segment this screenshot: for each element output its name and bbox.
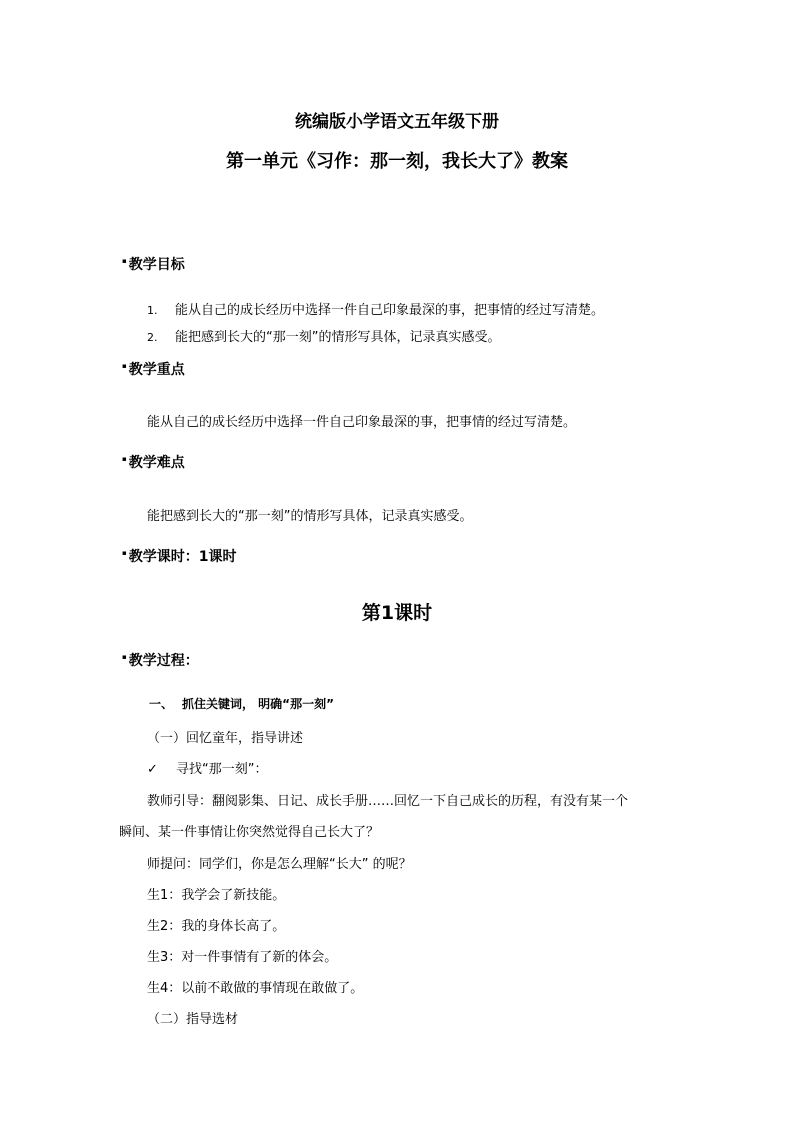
check-icon: ✓ — [147, 762, 158, 777]
bullet-icon: ▪ — [122, 549, 127, 557]
part-1-number: 一、 — [149, 697, 174, 711]
check-item-text: 寻找“那一刻”： — [176, 762, 268, 777]
bullet-icon: ▪ — [122, 362, 127, 370]
student-answer: 生2：我的身体长高了。 — [147, 919, 286, 934]
difficulties-heading — [122, 452, 185, 472]
bullet-icon: ▪ — [122, 257, 127, 265]
difficulties-heading-label: 教学难点 — [128, 455, 185, 471]
bullet-icon: ▪ — [122, 653, 127, 661]
part-1-title: 抓住关键词， 明确“那一刻” — [182, 697, 334, 711]
student-answer: 生4：以前不敢做的事情现在敢做了。 — [147, 981, 364, 996]
key-points-heading-label: 教学重点 — [128, 362, 185, 378]
goal-item-text: 能从自己的成长经历中选择一件自己印象最深的事，把事情的经过写清楚。 — [175, 303, 605, 318]
goal-item-text: 能把感到长大的“那一刻”的情形写具体，记录真实感受。 — [175, 330, 501, 345]
check-item — [147, 758, 267, 777]
bullet-icon: ▪ — [122, 455, 127, 463]
difficulties-text: 能把感到长大的“那一刻”的情形写具体，记录真实感受。 — [147, 509, 473, 524]
hours-heading — [122, 546, 237, 566]
process-heading — [122, 650, 199, 670]
goal-item-number: 1. — [147, 304, 158, 317]
guide-line-2: 瞬间、某一件事情让你突然觉得自己长大了？ — [119, 825, 380, 840]
key-points-text: 能从自己的成长经历中选择一件自己印象最深的事，把事情的经过写清楚。 — [147, 415, 577, 430]
document-subtitle: 第一单元《习作：那一刻，我长大了》教案 — [226, 151, 568, 172]
document-title: 统编版小学语文五年级下册 — [295, 112, 499, 132]
lesson-title: 第1课时 — [361, 602, 433, 624]
key-points-heading — [122, 359, 185, 379]
student-answer: 生3：对一件事情有了新的体会。 — [147, 950, 338, 965]
goals-heading-label: 教学目标 — [128, 257, 185, 273]
goal-item-1 — [147, 299, 604, 318]
part-1-heading — [149, 695, 334, 712]
goal-item-2 — [147, 326, 500, 345]
sub-section-1: （一）回忆童年，指导讲述 — [147, 731, 304, 746]
guide-line-1: 教师引导：翻阅影集、日记、成长手册……回忆一下自己成长的历程，有没有某一个 — [147, 794, 629, 809]
goal-item-number: 2. — [147, 331, 158, 344]
student-answer: 生1：我学会了新技能。 — [147, 888, 286, 903]
process-heading-label: 教学过程： — [128, 653, 199, 669]
hours-heading-label: 教学课时：1课时 — [128, 549, 237, 565]
sub-section-2: （二）指导选材 — [147, 1012, 239, 1027]
goals-heading — [122, 254, 185, 274]
teacher-question: 师提问：同学们，你是怎么理解“长大” 的呢？ — [147, 857, 412, 872]
